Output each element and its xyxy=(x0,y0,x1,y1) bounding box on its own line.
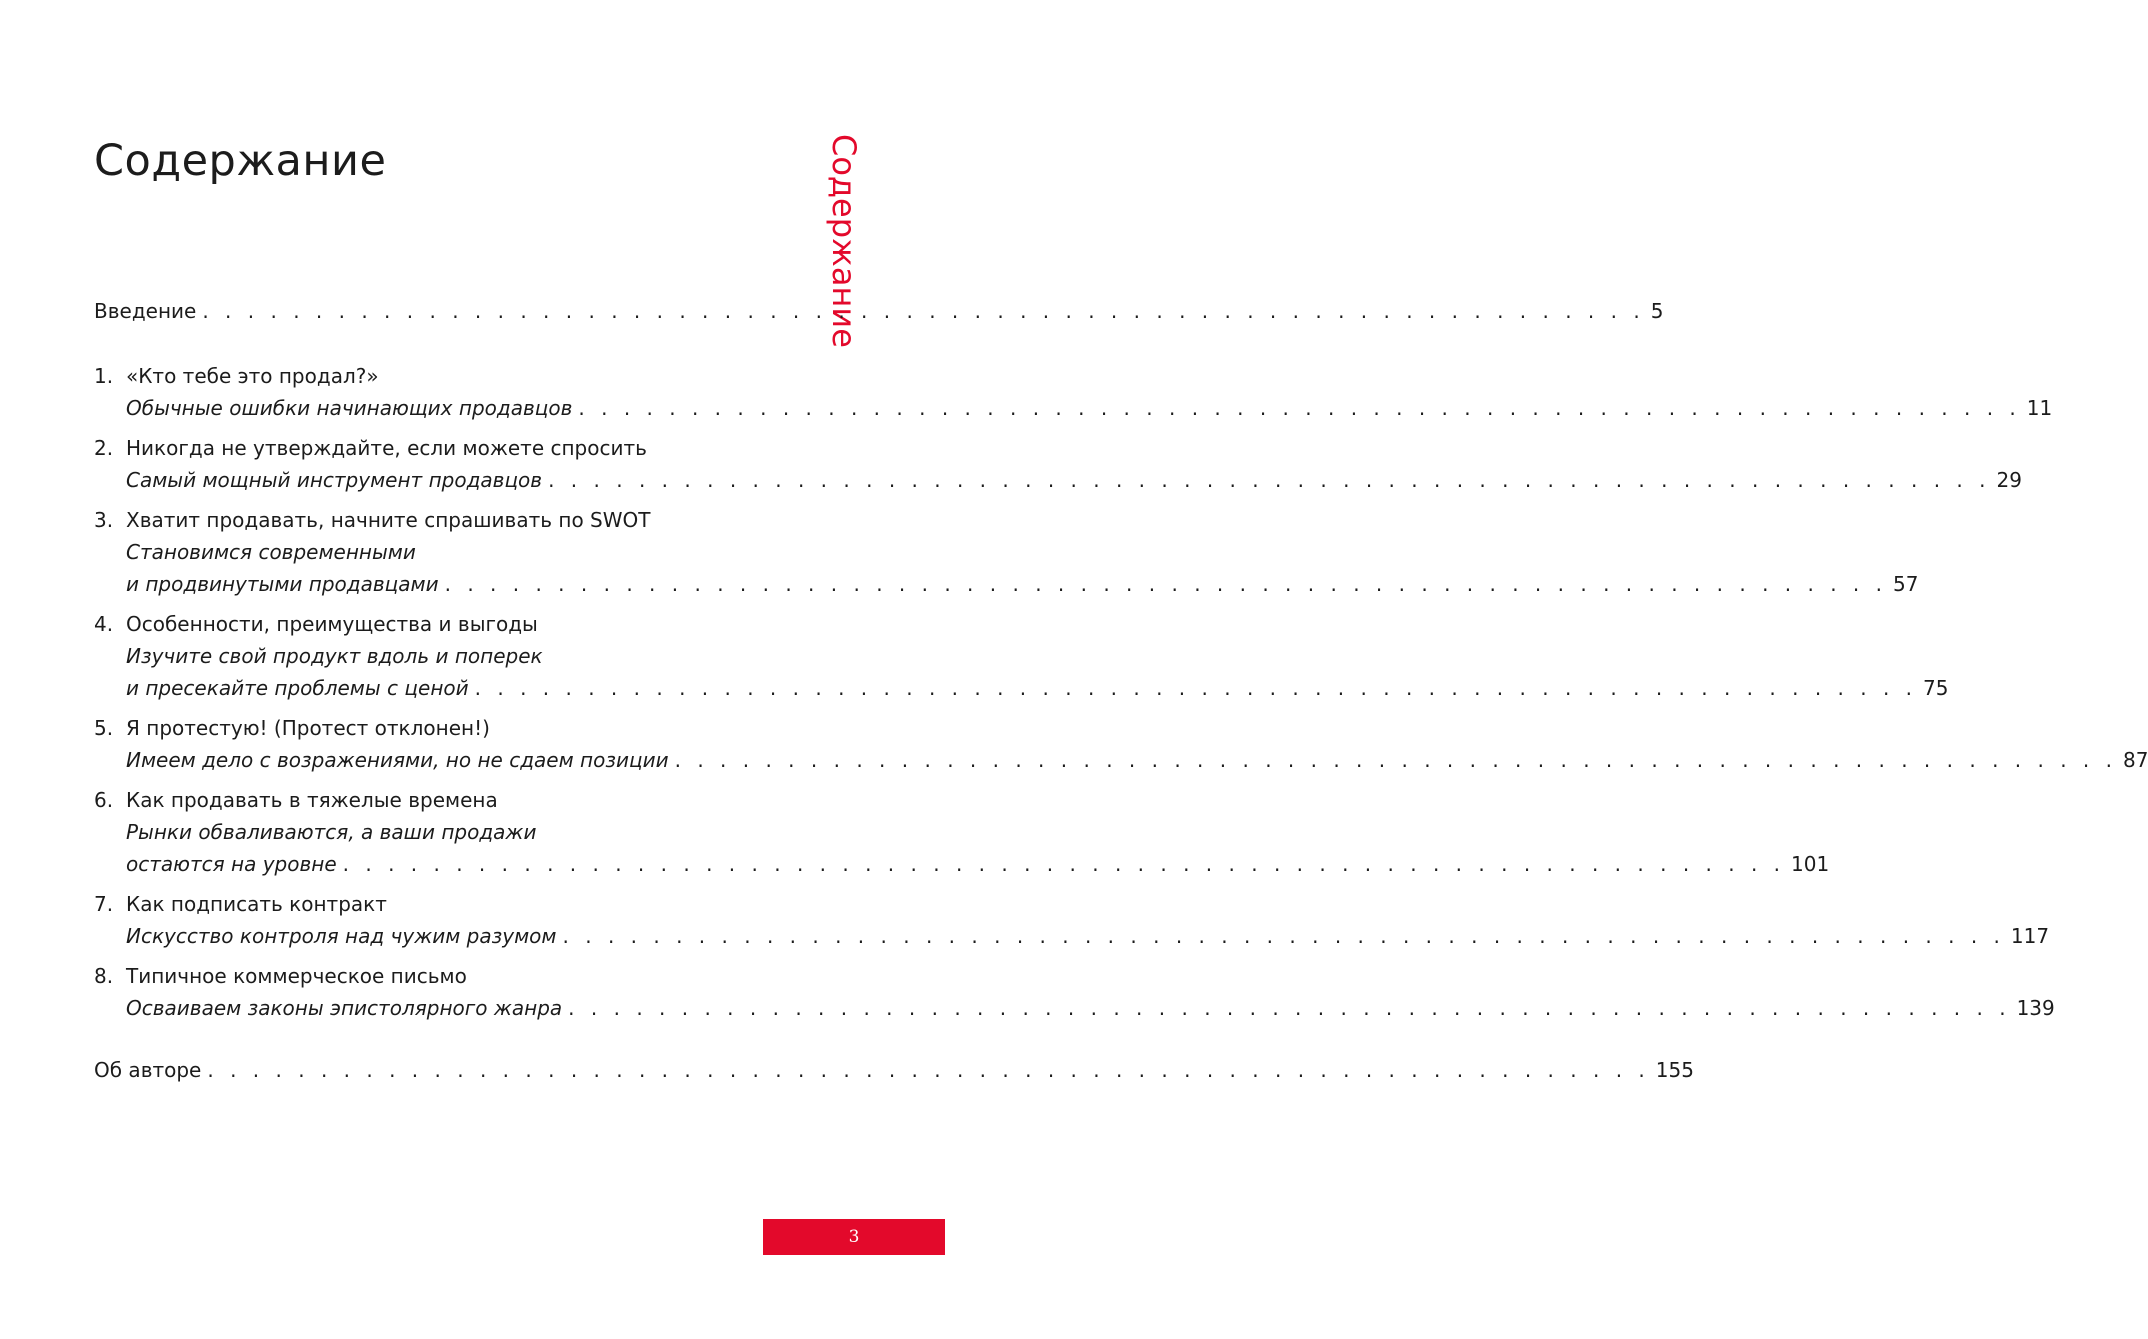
chapter-title: Как подписать контракт xyxy=(126,892,387,916)
chapter-subtitle-row[interactable] xyxy=(94,465,2022,495)
dot-leader: . . . . . . . . . . . . . . . . . . . . . . . . . . . . . . . . . . . . . . . . . . . . . . . . . . . . . . . . . . . . . . . . xyxy=(562,924,2005,948)
chapter-subtitle-row[interactable] xyxy=(94,673,1949,703)
chapter-title: Особенности, преимущества и выгоды xyxy=(126,612,538,636)
chapter-subtitle: Осваиваем законы эпистолярного жанра xyxy=(126,996,563,1020)
toc-page-number: 117 xyxy=(2010,924,2050,948)
toc-entry-label: Введение xyxy=(94,299,197,323)
dot-leader: . . . . . . . . . . . . . . . . . . . . . . . . . . . . . . . . . . . . . . . . . . . . . . . . . . . . . . . . . . . . . . . . xyxy=(202,299,1645,323)
chapter-number: 4. xyxy=(94,612,114,636)
dot-leader: . . . . . . . . . . . . . . . . . . . . . . . . . . . . . . . . . . . . . . . . . . . . . . . . . . . . . . . . . . . . . . . . xyxy=(578,396,2021,420)
chapter-title-row[interactable] xyxy=(94,361,764,391)
dot-leader: . . . . . . . . . . . . . . . . . . . . . . . . . . . . . . . . . . . . . . . . . . . . . . . . . . . . . . . . . . . . . . . . xyxy=(474,676,1918,700)
chapter-number: 6. xyxy=(94,788,114,812)
page-number-badge: 3 xyxy=(763,1219,945,1255)
toc-entry-label: Об авторе xyxy=(94,1058,202,1082)
chapter-subtitle: Изучите свой продукт вдоль и поперек xyxy=(126,644,543,668)
chapter-number: 8. xyxy=(94,964,114,988)
chapter-number: 5. xyxy=(94,716,114,740)
chapter-title-row[interactable] xyxy=(94,609,764,639)
chapter-subtitle: и пресекайте проблемы с ценой xyxy=(126,676,469,700)
toc-page-number: 29 xyxy=(1996,468,2022,492)
dot-leader: . . . . . . . . . . . . . . . . . . . . . . . . . . . . . . . . . . . . . . . . . . . . . . . . . . . . . . . . . . . . . . . . xyxy=(568,996,2011,1020)
chapter-subtitle: Обычные ошибки начинающих продавцов xyxy=(126,396,573,420)
dot-leader: . . . . . . . . . . . . . . . . . . . . . . . . . . . . . . . . . . . . . . . . . . . . . . . . . . . . . . . . . . . . . . . . xyxy=(342,852,1786,876)
chapter-subtitle-row[interactable] xyxy=(94,921,2050,951)
chapter-title-row[interactable] xyxy=(94,505,764,535)
chapter-title: Я протестую! (Протест отклонен!) xyxy=(126,716,490,740)
chapter-subtitle-row[interactable] xyxy=(94,745,2148,775)
chapter-title-row[interactable] xyxy=(94,889,764,919)
chapter-number: 7. xyxy=(94,892,114,916)
side-title-vertical: Содержание xyxy=(825,134,863,348)
chapter-subtitle: Имеем дело с возражениями, но не сдаем позиции xyxy=(126,748,669,772)
toc-entry-intro[interactable] xyxy=(94,296,1664,326)
toc-page-number: 57 xyxy=(1893,572,1919,596)
toc-page-number: 155 xyxy=(1655,1058,1694,1082)
chapter-title: «Кто тебе это продал?» xyxy=(126,364,379,388)
chapter-subtitle-row[interactable] xyxy=(94,569,1919,599)
chapter-subtitle-line xyxy=(94,537,764,567)
chapter-subtitle-row[interactable] xyxy=(94,993,2055,1023)
chapter-subtitle: Рынки обваливаются, а ваши продажи xyxy=(126,820,537,844)
chapter-title: Как продавать в тяжелые времена xyxy=(126,788,498,812)
chapter-title-row[interactable] xyxy=(94,433,764,463)
chapter-subtitle: Самый мощный инструмент продавцов xyxy=(126,468,543,492)
toc-page-number: 5 xyxy=(1650,299,1664,323)
chapter-subtitle: Становимся современными xyxy=(126,540,416,564)
toc-entry-about[interactable] xyxy=(94,1055,1694,1085)
page-title: Содержание xyxy=(94,136,387,186)
chapter-title: Хватит продавать, начните спрашивать по SWOT xyxy=(126,508,651,532)
chapter-subtitle-line xyxy=(94,641,764,671)
chapter-title: Никогда не утверждайте, если можете спросить xyxy=(126,436,647,460)
dot-leader: . . . . . . . . . . . . . . . . . . . . . . . . . . . . . . . . . . . . . . . . . . . . . . . . . . . . . . . . . . . . . . . . xyxy=(674,748,2118,772)
chapter-title-row[interactable] xyxy=(94,785,764,815)
chapter-number: 1. xyxy=(94,364,114,388)
chapter-subtitle: остаются на уровне xyxy=(126,852,337,876)
chapter-number: 2. xyxy=(94,436,114,460)
toc-page-number: 87 xyxy=(2123,748,2148,772)
chapter-subtitle-line xyxy=(94,817,764,847)
dot-leader: . . . . . . . . . . . . . . . . . . . . . . . . . . . . . . . . . . . . . . . . . . . . . . . . . . . . . . . . . . . . . . . . xyxy=(548,468,1991,492)
chapter-title-row[interactable] xyxy=(94,713,764,743)
chapter-subtitle-row[interactable] xyxy=(94,393,2053,423)
chapter-subtitle: и продвинутыми продавцами xyxy=(126,572,439,596)
dot-leader: . . . . . . . . . . . . . . . . . . . . . . . . . . . . . . . . . . . . . . . . . . . . . . . . . . . . . . . . . . . . . . . . xyxy=(444,572,1888,596)
chapter-title: Типичное коммерческое письмо xyxy=(126,964,467,988)
chapter-subtitle-row[interactable] xyxy=(94,849,1830,879)
toc-page-number: 75 xyxy=(1923,676,1949,700)
toc-page-number: 101 xyxy=(1791,852,1830,876)
chapter-subtitle: Искусство контроля над чужим разумом xyxy=(126,924,557,948)
toc-page-number: 139 xyxy=(2016,996,2055,1020)
toc-page-number: 11 xyxy=(2026,396,2053,420)
chapter-number: 3. xyxy=(94,508,114,532)
chapter-title-row[interactable] xyxy=(94,961,764,991)
dot-leader: . . . . . . . . . . . . . . . . . . . . . . . . . . . . . . . . . . . . . . . . . . . . . . . . . . . . . . . . . . . . . . . . xyxy=(207,1058,1650,1082)
